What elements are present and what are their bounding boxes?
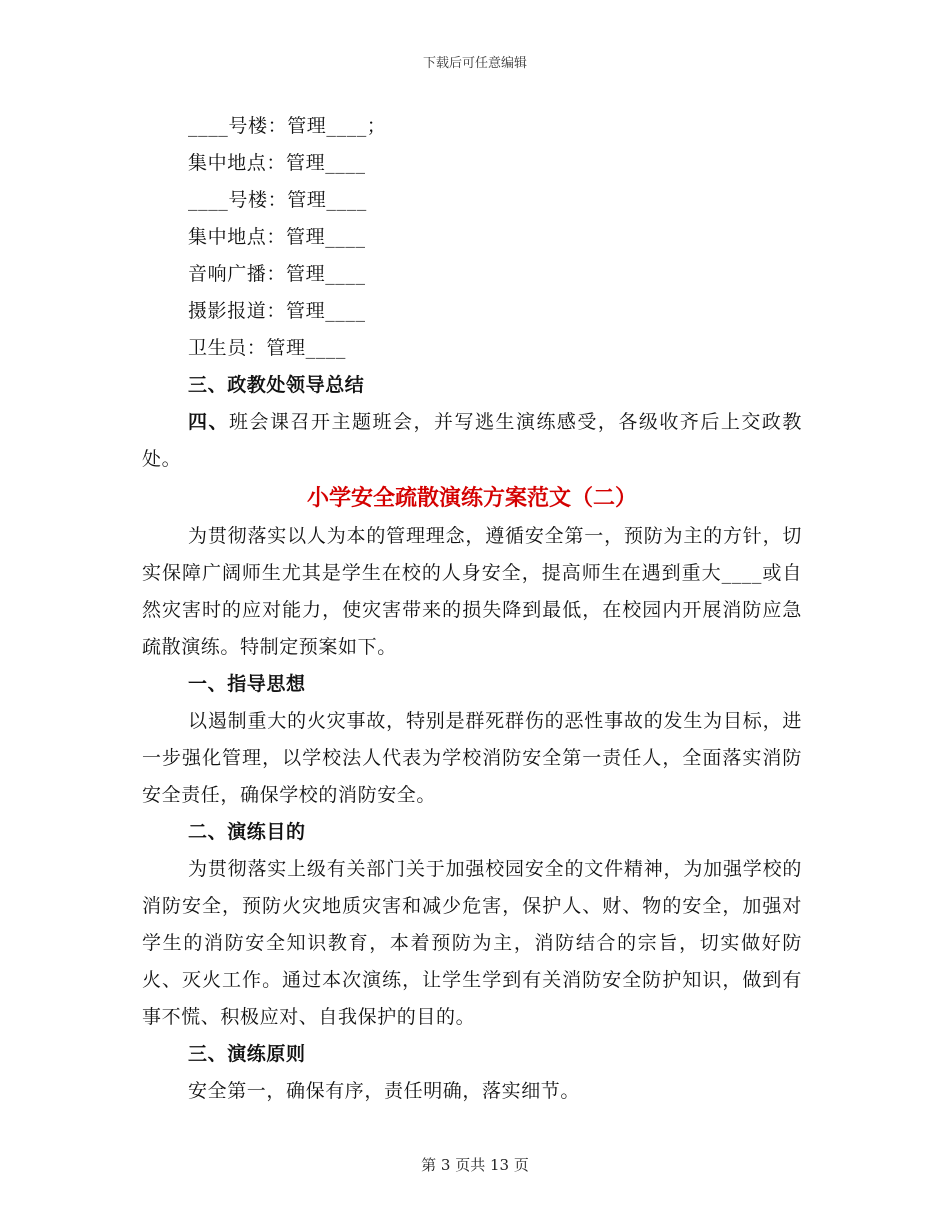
section-heading: 三、政教处领导总结 [188, 374, 365, 396]
document-title: 小学安全疏散演练方案范文（二） [306, 485, 637, 511]
section-paragraph [142, 404, 802, 478]
section-heading: 二、演练目的 [188, 821, 306, 843]
list-item: ____号楼：管理____； [188, 115, 387, 137]
body-paragraph: 安全第一，确保有序，责任明确，落实细节。 [188, 1080, 581, 1102]
list-item: 音响广播：管理____ [188, 263, 366, 285]
section-heading: 三、演练原则 [188, 1043, 306, 1065]
document-body [142, 108, 802, 1110]
section-text: 班会课召开主题班会，并写逃生演练感受，各级收齐后上交政教处。 [142, 411, 802, 470]
page-header: 下载后可任意编辑 [422, 56, 527, 71]
page-footer: 第 3 页共 13 页 [421, 1156, 529, 1174]
intro-paragraph: 为贯彻落实以人为本的管理理念，遵循安全第一，预防为主的方针，切实保障广阔师生尤其是学生在校的人身安全，提高师生在遇到重大____或自然灾害时的应对能力，使灾害带来的损失降到最低，在校园内开展消防应急疏散演练。特制定预案如下。 [142, 525, 802, 658]
list-item: 摄影报道：管理____ [188, 300, 366, 322]
section-heading: 一、指导思想 [188, 673, 306, 695]
list-item: 卫生员：管理____ [188, 337, 347, 359]
list-item: 集中地点：管理____ [188, 152, 366, 174]
list-item: ____号楼：管理____ [188, 189, 367, 211]
section-label: 四、 [188, 411, 229, 433]
body-paragraph: 以遏制重大的火灾事故，特别是群死群伤的恶性事故的发生为目标，进一步强化管理，以学校法人代表为学校消防安全第一责任人，全面落实消防安全责任，确保学校的消防安全。 [142, 710, 802, 806]
list-item: 集中地点：管理____ [188, 226, 366, 248]
body-paragraph: 为贯彻落实上级有关部门关于加强校园安全的文件精神，为加强学校的消防安全，预防火灾地质灾害和减少危害，保护人、财、物的安全，加强对学生的消防安全知识教育，本着预防为主，消防结合的宗旨，切实做好防火、灭火工作。通过本次演练，让学生学到有关消防安全防护知识，做到有事不慌、积极应对、自我保护的目的。 [142, 858, 802, 1028]
